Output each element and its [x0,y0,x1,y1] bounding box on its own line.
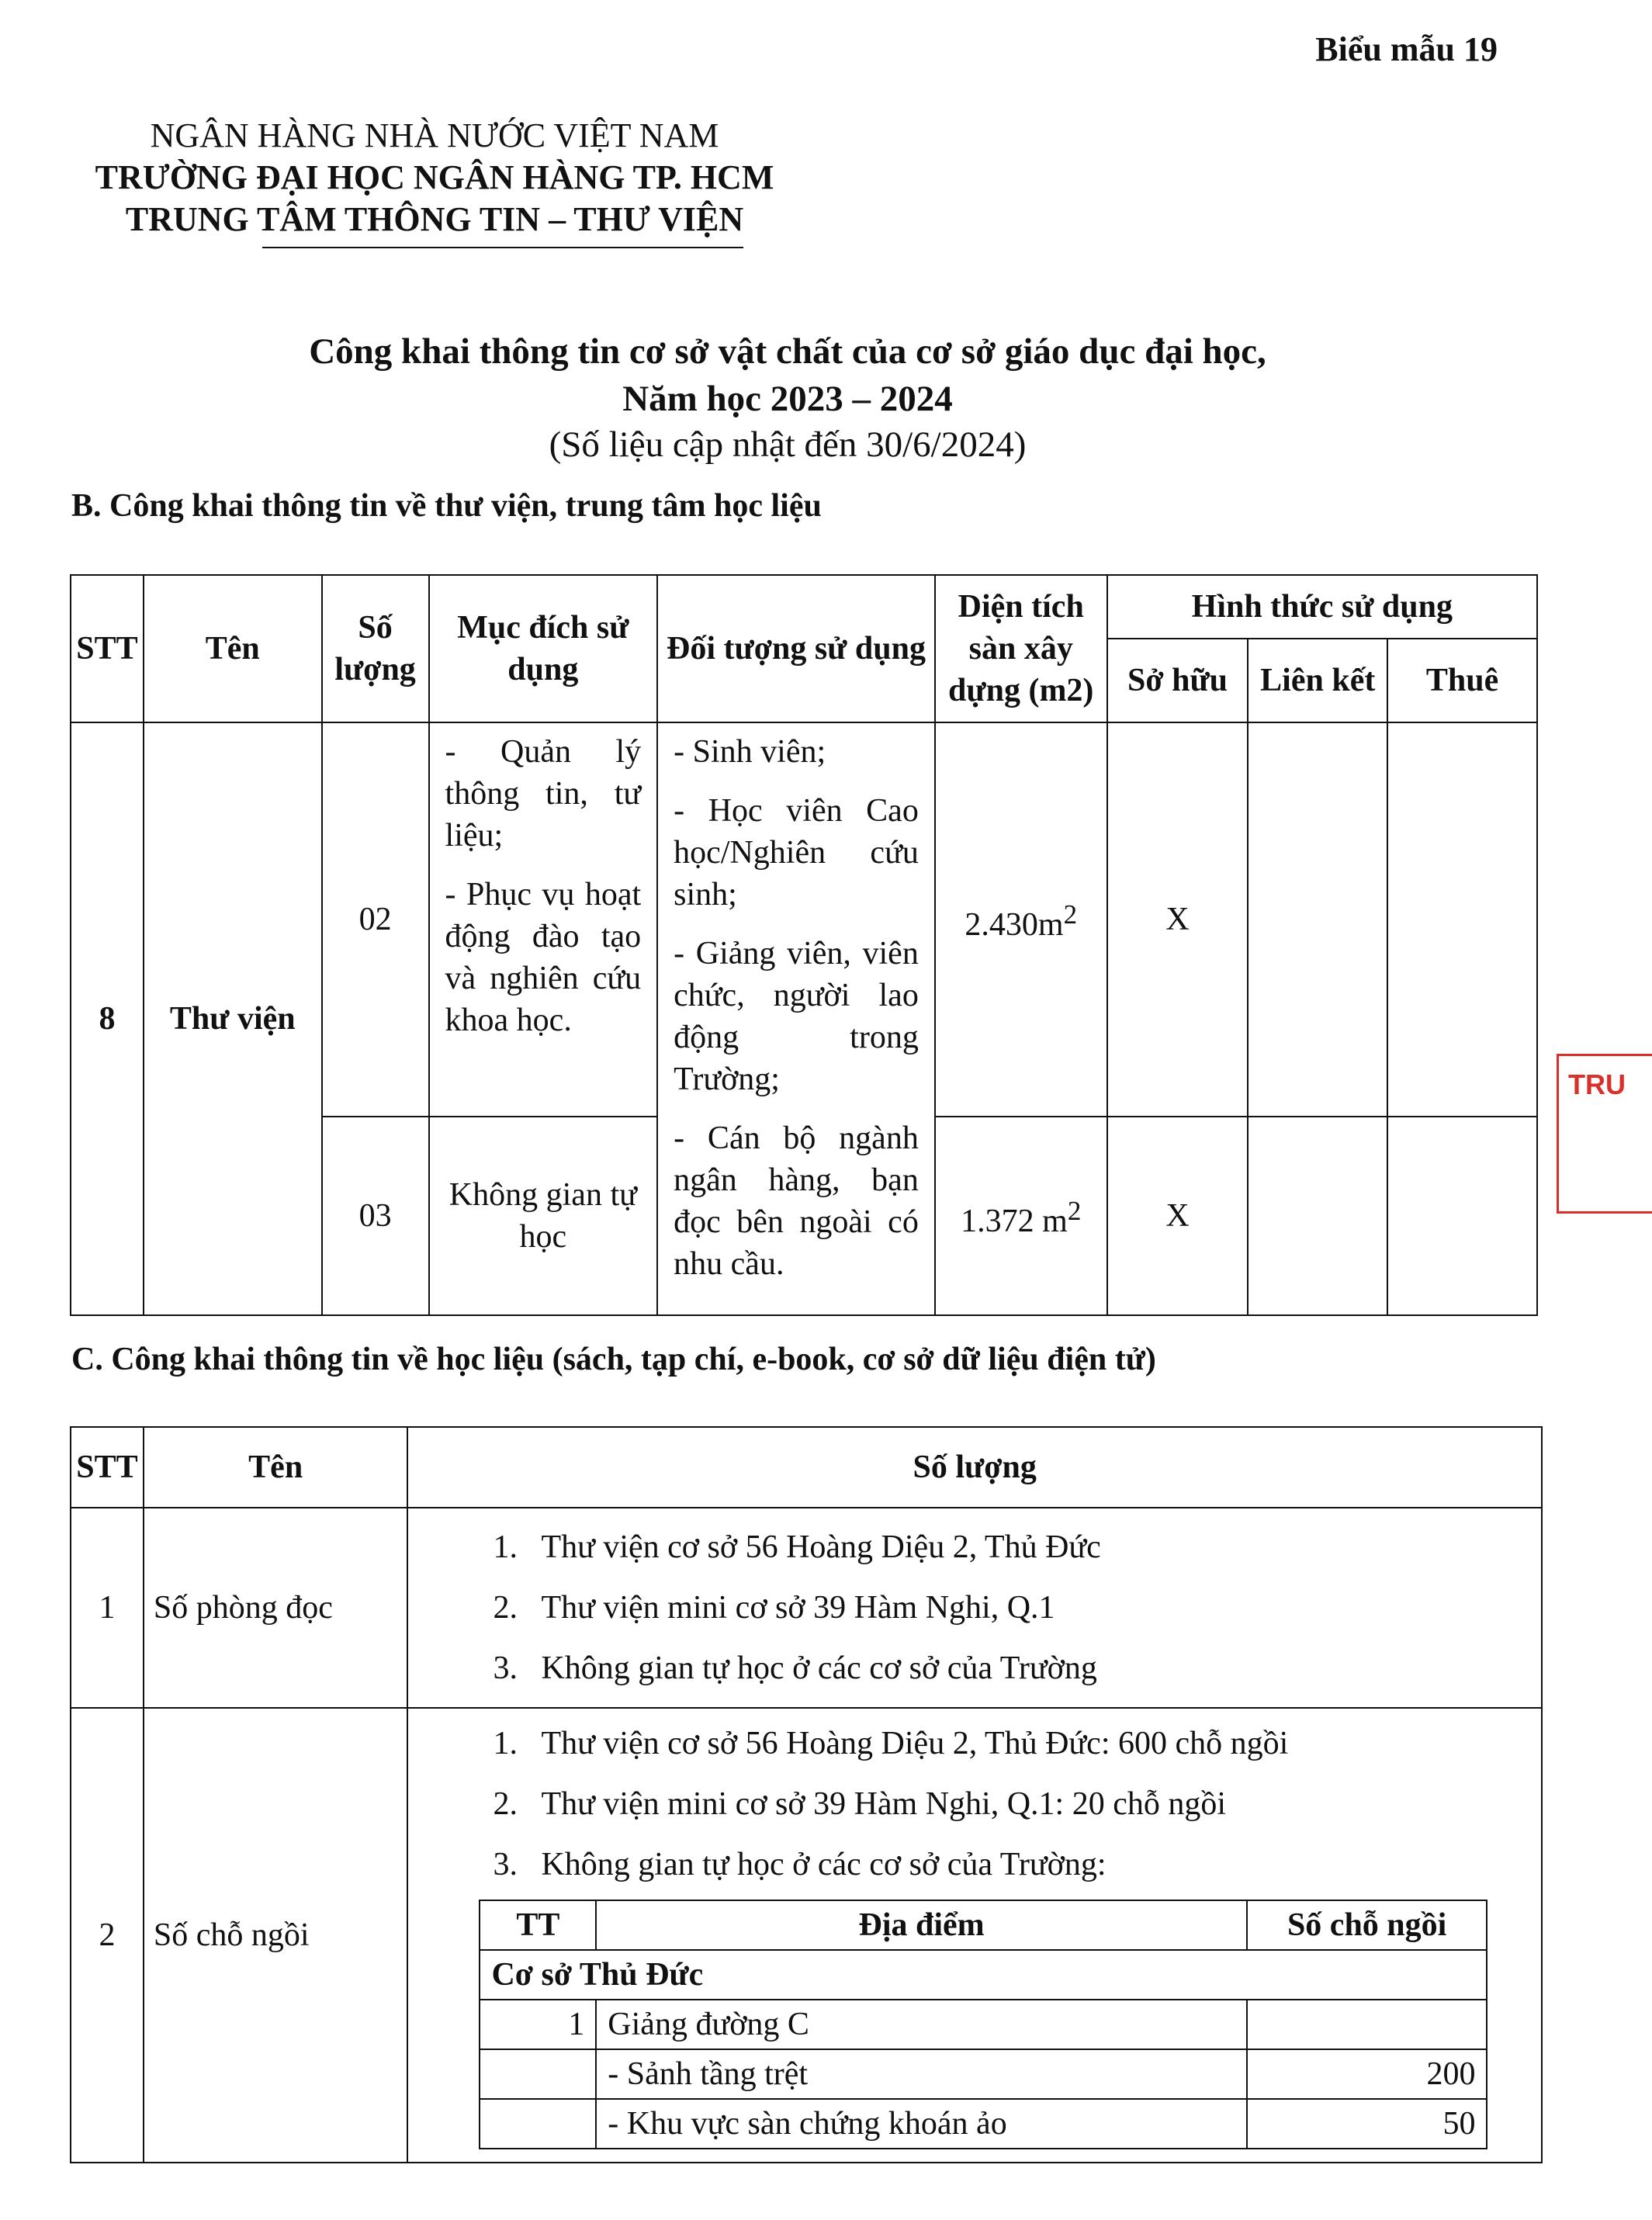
header-university: TRƯỜNG ĐẠI HỌC NGÂN HÀNG TP. HCM [95,158,774,196]
table-row [71,722,1537,1117]
purpose-item: - Quản lý thông tin, tư liệu; [445,734,642,854]
row-own: X [1107,722,1249,1117]
cell-tt: 1 [480,2000,596,2049]
row-area [935,1117,1107,1315]
col-stt: STT [71,1427,144,1508]
row-stt: 8 [71,722,144,1315]
cell-tt [480,2049,596,2099]
col-tt: TT [480,1900,596,1950]
cell-seats: 200 [1247,2049,1487,2099]
col-place: Địa điểm [596,1900,1247,1950]
area-value: 2.430m [965,906,1064,943]
row-joint [1248,722,1387,1117]
col-area: Diện tích sàn xây dựng (m2) [935,575,1107,722]
materials-table [70,1426,1543,2163]
library-table [70,574,1538,1316]
users-item: - Học viên Cao học/Nghiên cứu sinh; [674,793,919,913]
col-purpose: Mục đích sử dụng [429,575,658,722]
section-c-heading: C. Công khai thông tin về học liệu (sách, tạp chí, e-book, cơ sở dữ liệu điện tử) [71,1342,1156,1377]
area-unit-sup: 2 [1067,1195,1082,1226]
col-stt: STT [71,575,144,722]
stamp-text: TRU [1568,1068,1626,1100]
row-purpose [429,722,658,1117]
list-item: 2. Thư viện mini cơ sở 39 Hàm Nghi, Q.1 [525,1578,1540,1638]
row-stt: 2 [71,1708,144,2163]
users-item: - Giảng viên, viên chức, người lao động trong Trường; [674,936,919,1097]
cell-place: - Khu vực sàn chứng khoán ảo [596,2099,1247,2149]
purpose-item: Không gian tự học [448,1177,637,1255]
col-users: Đối tượng sử dụng [657,575,935,722]
doc-title-year: Năm học 2023 – 2024 [622,379,953,419]
seat-list [409,1713,1540,1895]
list-item: 1. Thư viện cơ sở 56 Hoàng Diệu 2, Thủ Đức: 600 chỗ ngồi [525,1713,1540,1774]
row-stt: 1 [71,1508,144,1708]
doc-title-note: (Số liệu cập nhật đến 30/6/2024) [549,424,1027,465]
doc-title: Công khai thông tin cơ sở vật chất của cơ sở giáo dục đại học, [309,331,1266,372]
row-qty [407,1708,1542,2163]
row-purpose [429,1117,658,1315]
row-users [657,722,935,1315]
purpose-item: - Phục vụ hoạt động đào tạo và nghiên cứu khoa học. [445,877,642,1038]
red-stamp [1557,1054,1652,1214]
list-item: 2. Thư viện mini cơ sở 39 Hàm Nghi, Q.1: 20 chỗ ngồi [525,1774,1540,1834]
users-item: - Sinh viên; [674,734,826,770]
table-row [480,2049,1487,2099]
cell-place: - Sảnh tầng trệt [596,2049,1247,2099]
row-joint [1248,1117,1387,1315]
header-underline [262,247,743,248]
list-item: 3. Không gian tự học ở các cơ sở của Trường [525,1638,1540,1699]
table-row [480,2099,1487,2149]
row-area [935,722,1107,1117]
list-item: 1. Thư viện cơ sở 56 Hoàng Diệu 2, Thủ Đức [525,1517,1540,1578]
col-rent: Thuê [1387,639,1537,722]
col-joint: Liên kết [1248,639,1387,722]
list-item: 3. Không gian tự học ở các cơ sở của Trường: [525,1834,1540,1895]
form-number: Biểu mẫu 19 [1315,30,1498,68]
row-qty [407,1508,1542,1708]
seats-table [479,1900,1487,2149]
section-b-heading: B. Công khai thông tin về thư viện, trung tâm học liệu [71,488,822,524]
cell-seats: 50 [1247,2099,1487,2149]
row-qty: 02 [322,722,429,1117]
users-item: - Cán bộ ngành ngân hàng, bạn đọc bên ngoài có nhu cầu. [674,1120,919,1282]
cell-tt [480,2099,596,2149]
cell-place: Giảng đường C [596,2000,1247,2049]
table-row [71,1708,1542,2163]
area-value: 1.372 m [961,1203,1068,1239]
col-name: Tên [144,1427,408,1508]
area-unit-sup: 2 [1063,899,1078,930]
table-row [480,2000,1487,2049]
row-own: X [1107,1117,1249,1315]
row-name: Số chỗ ngồi [144,1708,408,2163]
reading-room-list [409,1517,1540,1699]
col-usage: Hình thức sử dụng [1107,575,1537,639]
row-rent [1387,722,1537,1117]
col-qty: Số lượng [407,1427,1542,1508]
cell-seats [1247,2000,1487,2049]
row-name: Thư viện [144,722,322,1315]
col-own: Sở hữu [1107,639,1249,722]
table-row [71,1508,1542,1708]
row-qty: 03 [322,1117,429,1315]
col-qty: Số lượng [322,575,429,722]
col-name: Tên [144,575,322,722]
group-label: Cơ sở Thủ Đức [480,1950,1487,2000]
header-ministry: NGÂN HÀNG NHÀ NƯỚC VIỆT NAM [150,116,719,154]
row-rent [1387,1117,1537,1315]
header-center: TRUNG TÂM THÔNG TIN – THƯ VIỆN [125,200,744,238]
row-name: Số phòng đọc [144,1508,408,1708]
col-seats: Số chỗ ngồi [1247,1900,1487,1950]
